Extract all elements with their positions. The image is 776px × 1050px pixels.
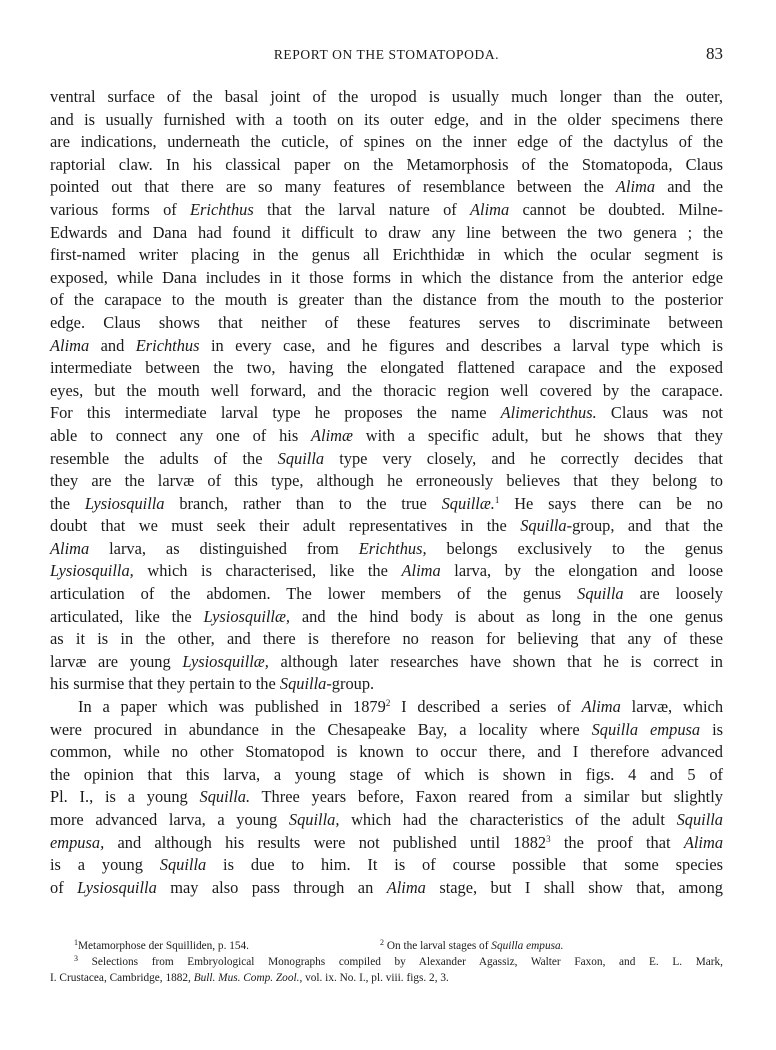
italic-term: Squilla (159, 855, 207, 875)
text-line (50, 764, 723, 787)
text-line (50, 854, 723, 877)
footnote-row (50, 938, 723, 954)
text-line (50, 628, 723, 651)
text-line (50, 560, 723, 583)
text-line (50, 335, 723, 358)
footnote-3-line-2 (50, 970, 723, 986)
text-run: resemble the adults of the (50, 448, 278, 468)
text-line (50, 380, 723, 403)
italic-term: Lysiosquillæ, (182, 651, 269, 671)
text-line (50, 267, 723, 290)
text-line (50, 538, 723, 561)
italic-term: Lysiosquilla (77, 877, 157, 897)
text-run: and the hind body is about as long in the one genus (290, 606, 723, 626)
text-line (50, 244, 723, 267)
italic-term: Alima (401, 561, 441, 581)
text-run: more advanced larva, a young (50, 810, 289, 829)
text-line (50, 877, 723, 900)
footnote-text: On the larval stages of (386, 940, 492, 952)
italic-term: Alima (581, 697, 621, 717)
text-line (50, 741, 723, 764)
text-run: may also pass through an (156, 877, 387, 897)
text-run: is a young (50, 855, 160, 875)
text-line (50, 289, 723, 312)
text-line (50, 786, 723, 809)
footnote-text: Selections from Embryological Monographs compiled by Alexander Agassiz, Walter Faxon, and E. L. Mark, (91, 956, 723, 968)
text-line (50, 719, 723, 742)
text-run: were procured in abundance in the Chesapeake Bay, a locality where (50, 719, 592, 739)
text-run: in every case, and he figures and describes a larval type which is (199, 335, 723, 355)
text-run: and is usually furnished with a tooth on its outer edge, and in the older specimens there (50, 109, 723, 129)
text-run: -group, and that the (566, 516, 723, 536)
text-run: type very closely, and he correctly decides that (324, 448, 723, 468)
footnote-1 (74, 940, 249, 952)
text-line (50, 515, 723, 538)
footnote-reference: 3 (546, 833, 551, 844)
text-run: belongs exclusively to the genus (426, 538, 724, 558)
footnotes (50, 938, 723, 986)
text-run: as it is in the other, and there is therefore no reason for believing that any of these (50, 629, 723, 649)
text-line (50, 222, 723, 245)
footnote-reference: 2 (385, 698, 391, 709)
text-line (50, 832, 723, 855)
text-line (50, 312, 723, 335)
text-run: with a specific adult, but he shows that they (352, 425, 723, 445)
text-line (50, 470, 723, 493)
italic-term: Squilla (676, 810, 724, 829)
text-line (50, 109, 723, 132)
italic-term: Alima (470, 199, 510, 219)
text-run: stage, but I shall show that, among (425, 877, 723, 897)
text-run: and the (655, 177, 724, 197)
text-run: able to connect any one of his (50, 425, 312, 445)
text-run: pointed out that there are so many features of resemblance between the (50, 177, 616, 197)
text-run: Pl. I., is a young (50, 787, 200, 807)
text-run: intermediate between the two, having the elongated flattened carapace and the exposed (50, 358, 723, 378)
text-line (50, 696, 723, 719)
italic-term: Squilla. (199, 787, 251, 807)
text-line (50, 651, 723, 674)
footnote-text: , vol. ix. No. I., pl. viii. figs. 2, 3. (299, 972, 449, 984)
italic-term: Lysiosquilla (84, 493, 165, 513)
text-line (50, 402, 723, 425)
text-run: raptorial claw. In his classical paper on the Metamorphosis of the Stomatopoda, Claus (50, 154, 723, 174)
footnote-3-line-1 (50, 954, 723, 970)
footnote-text: I. Crustacea, Cambridge, 1882, (50, 972, 194, 984)
footnote-italic: Bull. Mus. Comp. Zool. (193, 972, 300, 984)
text-run: the (50, 493, 85, 513)
text-run: his surmise that they pertain to the (50, 674, 280, 694)
text-run: are loosely (623, 584, 723, 604)
footnote-2 (380, 938, 563, 954)
text-run: Claus was not (596, 403, 723, 423)
text-run: larvæ, which (620, 697, 724, 717)
italic-term: Erichthus (190, 199, 254, 219)
footnote-reference: 1 (494, 494, 500, 505)
italic-term: empusa, (50, 832, 105, 852)
text-run: exposed, while Dana includes in it those forms in which the distance from the anterior edge (50, 267, 723, 287)
italic-term: Squillæ. (441, 493, 495, 513)
italic-term: Alima (386, 877, 426, 897)
footnote-mark: 3 (74, 954, 78, 963)
running-header (50, 44, 723, 68)
footnote-mark: 1 (74, 938, 78, 947)
body-text (50, 86, 723, 899)
text-run: although later researches have shown that he is correct in (268, 651, 723, 671)
text-run: various forms of (50, 199, 191, 219)
text-line (50, 154, 723, 177)
text-run: is due to him. It is of course possible that some species (206, 855, 723, 875)
text-run: which had the characteristics of the adult (339, 810, 677, 829)
text-line (50, 493, 723, 516)
text-line (50, 425, 723, 448)
footnote-mark: 2 (380, 938, 384, 947)
text-line (50, 86, 723, 109)
text-line (50, 448, 723, 471)
text-line (50, 673, 723, 696)
text-run: articulation of the abdomen. The lower members of the genus (50, 584, 578, 604)
italic-term: Lysiosquillæ, (203, 606, 291, 626)
footnote-italic: Squilla empusa. (491, 940, 564, 952)
text-line (50, 583, 723, 606)
text-run: larvæ are young (50, 651, 183, 671)
italic-term: Squilla (277, 448, 325, 468)
text-line (50, 199, 723, 222)
italic-term: Squilla (577, 584, 624, 604)
text-run: branch, rather than to the true (164, 493, 442, 513)
text-run: is (700, 719, 724, 739)
text-line (50, 357, 723, 380)
text-run: edge. Claus shows that neither of these features serves to discriminate between (50, 312, 723, 332)
text-run: first-named writer placing in the genus all Erichthidæ in which the ocular segment is (50, 245, 723, 265)
text-line (50, 131, 723, 154)
italic-term: Alima (615, 177, 656, 197)
italic-term: Alima (683, 832, 724, 852)
italic-term: Erichthus (135, 335, 200, 355)
italic-term: Squilla, (288, 810, 340, 829)
italic-term: Alimerichthus. (500, 403, 597, 423)
text-run: larva, by the elongation and loose (440, 561, 724, 581)
italic-term: Alima (50, 335, 90, 355)
text-run: larva, as distinguished from (89, 538, 359, 558)
text-run: Edwards and Dana had found it difficult to draw any line between the two genera ; the (50, 222, 723, 242)
italic-term: Squilla (279, 674, 327, 694)
text-run: and (89, 335, 136, 355)
text-run: He says there can be no (499, 493, 723, 513)
italic-term: Alimæ (311, 425, 353, 445)
italic-term: Squilla (520, 516, 567, 536)
footnote-text: Metamorphose der Squilliden, p. 154. (78, 940, 249, 952)
text-run: and although his results were not published until 1882 (104, 832, 547, 852)
text-run: they are the larvæ of this type, although he erroneously believes that they belong to (50, 471, 723, 491)
text-line (50, 176, 723, 199)
text-run: Three years before, Faxon reared from a similar but slightly (250, 787, 723, 807)
text-run: of the carapace to the mouth is greater than the distance from the mouth to the posterior (50, 290, 723, 310)
text-run: common, while no other Stomatopod is known to occur there, and I therefore advanced (50, 742, 723, 762)
text-line (50, 809, 723, 832)
running-title: REPORT ON THE STOMATOPODA. (273, 47, 500, 62)
italic-term: Erichthus, (358, 538, 427, 558)
text-run: -group. (326, 674, 375, 694)
text-run: doubt that we must seek their adult representatives in the (50, 516, 521, 536)
italic-term: Lysiosquilla, (50, 561, 134, 581)
text-run: of (50, 877, 78, 897)
text-run: I described a series of (390, 697, 582, 717)
text-run: eyes, but the mouth well forward, and the thoracic region well covered by the carapace. (50, 380, 723, 400)
text-run: ventral surface of the basal joint of the uropod is usually much longer than the outer, (50, 87, 723, 106)
text-run: are indications, underneath the cuticle, of spines on the inner edge of the dactylus of the (50, 132, 723, 152)
text-run: cannot be doubted. Milne- (509, 199, 723, 219)
text-run: the proof that (550, 832, 684, 852)
text-run: For this intermediate larval type he proposes the name (50, 403, 501, 423)
text-run: that the larval nature of (253, 199, 471, 219)
italic-term: Squilla empusa (591, 719, 701, 739)
text-line (50, 606, 723, 629)
text-run: which is characterised, like the (133, 561, 402, 581)
text-run: the opinion that this larva, a young stage of which is shown in figs. 4 and 5 of (50, 764, 723, 784)
page-number: 83 (706, 44, 723, 63)
italic-term: Alima (50, 538, 90, 558)
text-run: In a paper which was published in 1879 (78, 697, 386, 717)
text-run: articulated, like the (50, 606, 204, 626)
